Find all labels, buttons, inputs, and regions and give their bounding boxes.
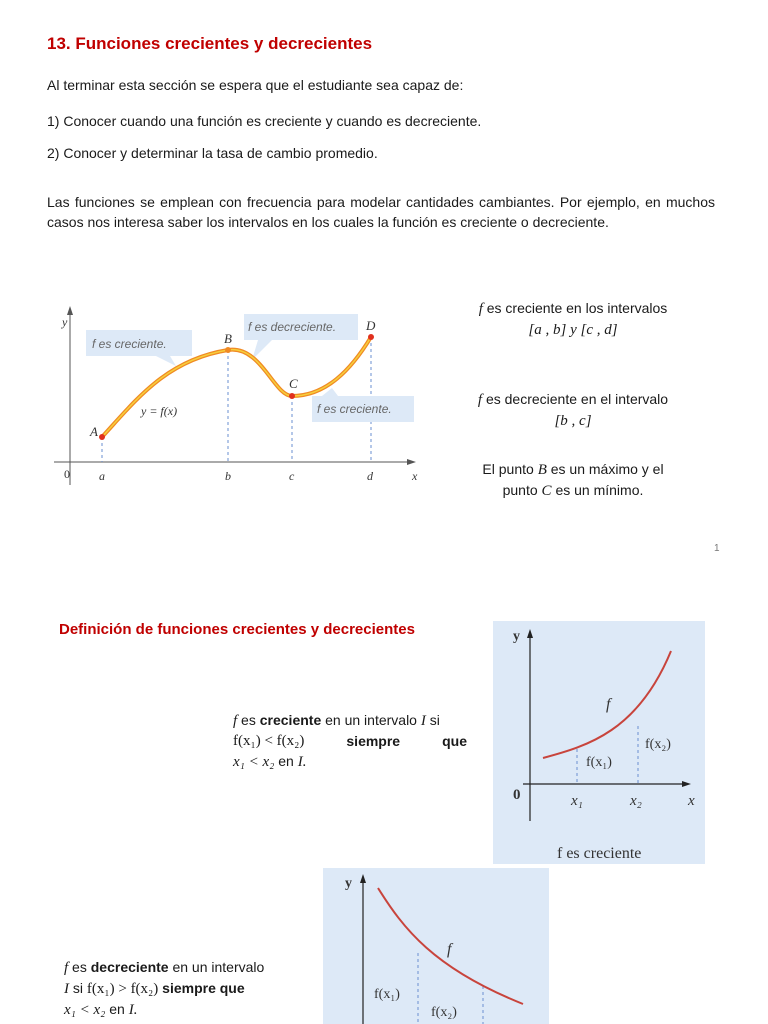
svg-text:y: y xyxy=(345,876,352,891)
svg-text:f: f xyxy=(447,941,452,958)
svg-text:y: y xyxy=(513,629,520,644)
svg-text:0: 0 xyxy=(513,787,521,803)
definition-increasing: f es creciente en un intervalo I si f(x₁) < f(x₂) siempre que x₁ < x₂ en I. xyxy=(233,712,467,770)
point-c xyxy=(289,393,295,399)
objective-1: 1) Conocer cuando una función es creciente y cuando es decreciente. xyxy=(47,113,482,129)
svg-text:f(x₁): f(x₁) xyxy=(374,987,400,1002)
objective-2: 2) Conocer y determinar la tasa de cambio promedio. xyxy=(47,145,378,161)
svg-text:0: 0 xyxy=(64,467,70,481)
svg-text:f: f xyxy=(606,696,611,713)
svg-text:f es decreciente.: f es decreciente. xyxy=(248,320,337,334)
svg-text:d: d xyxy=(367,469,373,483)
svg-text:D: D xyxy=(366,318,376,333)
point-a xyxy=(99,434,105,440)
note-decreasing: f es decreciente en el intervalo [b , c] xyxy=(477,391,669,429)
point-b xyxy=(225,347,231,353)
svg-text:a: a xyxy=(99,469,105,483)
svg-text:f(x₂): f(x₂) xyxy=(431,1005,457,1020)
section-title: 13. Funciones crecientes y decrecientes xyxy=(47,34,373,53)
decreasing-function-graph xyxy=(323,868,549,1024)
svg-text:f(x₂): f(x₂) xyxy=(645,737,671,752)
svg-text:B: B xyxy=(224,331,232,346)
definition-title: Definición de funciones crecientes y decrecientes xyxy=(59,621,415,638)
svg-text:A: A xyxy=(90,424,98,439)
svg-text:c: c xyxy=(289,469,295,483)
svg-text:f es creciente.: f es creciente. xyxy=(92,337,167,351)
svg-text:x₁: x₁ xyxy=(571,793,583,809)
note-max-min: El punto B es un máximo y el punto C es un mínimo. xyxy=(482,461,664,499)
svg-text:f(x₁): f(x₁) xyxy=(586,755,612,770)
note-increasing: f es creciente en los intervalos [a , b] y [c , d] xyxy=(478,300,668,338)
function-label: y = f(x) xyxy=(141,404,178,418)
definition-decreasing: f es decreciente en un intervalo I si f(x₁) > f(x₂) siempre que x₁ < x₂ en I. xyxy=(64,959,265,1018)
intro-paragraph: Las funciones se emplean con frecuencia para modelar cantidades cambiantes. Por ejemplo, en muchos casos nos interesa saber los intervalos en los cuales la función es creciente o decreciente. xyxy=(47,194,715,230)
svg-text:x: x xyxy=(688,793,695,809)
svg-text:x₂: x₂ xyxy=(630,793,642,809)
intro-text: Al terminar esta sección se espera que el estudiante sea capaz de: xyxy=(47,77,464,93)
page-number: 1 xyxy=(714,543,720,554)
increasing-decreasing-graph xyxy=(46,300,436,500)
svg-text:f es creciente.: f es creciente. xyxy=(317,402,392,416)
increasing-caption: f es creciente xyxy=(557,845,642,862)
point-d xyxy=(368,334,374,340)
svg-text:C: C xyxy=(289,376,298,391)
increasing-function-graph xyxy=(493,621,705,864)
y-label: y xyxy=(62,315,68,329)
svg-text:b: b xyxy=(225,469,231,483)
x-label: x xyxy=(412,469,418,483)
